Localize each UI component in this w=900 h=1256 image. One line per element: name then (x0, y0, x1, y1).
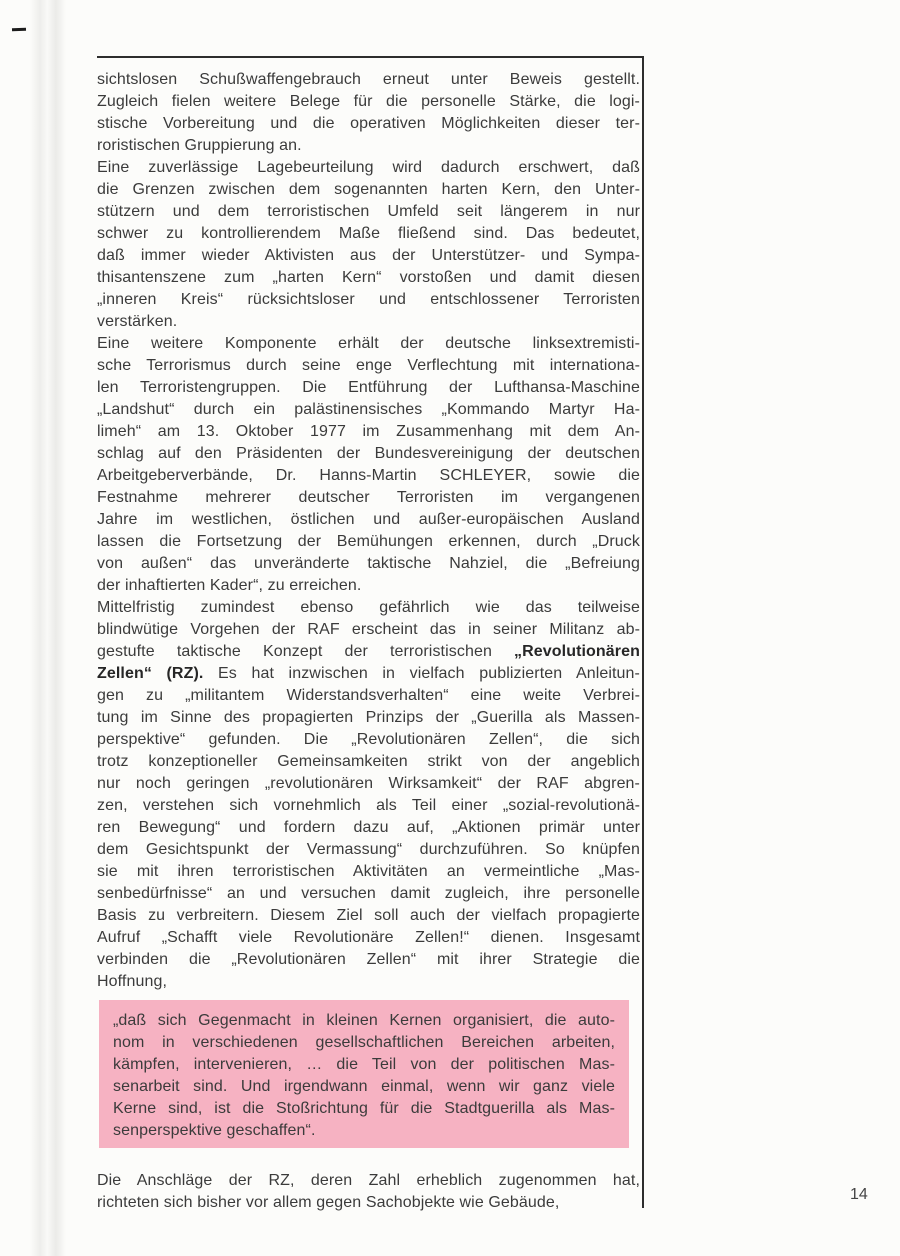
text-line: verstärken. (97, 313, 178, 330)
text-line: roristischen Gruppierung an. (97, 137, 302, 154)
text-line: sche Terrorismus durch seine enge Verflechtung mit internationa- (97, 357, 640, 374)
text-line: Basis zu verbreitern. Diesem Ziel soll auch der vielfach propagierte (97, 907, 640, 924)
text-line: dem Gesichtspunkt der Vermassung“ durchzuführen. So knüpfen (97, 841, 640, 858)
text-line: nur noch geringen „revolutionären Wirksamkeit“ der RAF abgren- (97, 775, 640, 792)
text-line: Die Anschläge der RZ, deren Zahl erheblich zugenommen hat, (97, 1172, 640, 1189)
text-line: senperspektive geschaffen“. (113, 1122, 316, 1139)
text-line: lassen die Fortsetzung der Bemühungen erkennen, durch „Druck (97, 533, 640, 550)
text-line: Eine weitere Komponente erhält der deutsche linksextremisti- (97, 335, 640, 352)
text-line: „Landshut“ durch ein palästinensisches „Kommando Martyr Ha- (97, 401, 640, 418)
corner-mark (12, 28, 26, 31)
text-line: Arbeitgeberverbände, Dr. Hanns-Martin SCHLEYER, sowie die (97, 467, 640, 484)
text-line: gestufte taktische Konzept der terroristischen „Revolutionären (97, 643, 640, 660)
text-line: sie mit ihren terroristischen Aktivitäten an vermeintliche „Mas- (97, 863, 640, 880)
text-line: thisantenszene zum „harten Kern“ vorstoßen und damit diesen (97, 269, 640, 286)
closing-paragraph (97, 1170, 640, 1214)
text-line: blindwütige Vorgehen der RAF erscheint das in seiner Militanz ab- (97, 621, 640, 638)
binding-shadow (30, 0, 66, 1256)
text-line: „inneren Kreis“ rücksichtsloser und entschlossener Terroristen (97, 291, 640, 308)
text-line: Zugleich fielen weitere Belege für die personelle Stärke, die logi- (97, 93, 640, 110)
page-number: 14 (850, 1186, 868, 1203)
text-line: senarbeit sind. Und irgendwann einmal, wenn wir ganz viele (113, 1078, 615, 1095)
text-line: sichtslosen Schußwaffengebrauch erneut unter Beweis gestellt. (97, 71, 640, 88)
text-line: senbedürfnisse“ an und versuchen damit zugleich, ihre personelle (97, 885, 640, 902)
text-line: der inhaftierten Kader“, zu erreichen. (97, 577, 362, 594)
text-line: die Grenzen zwischen dem sogenannten harten Kern, den Unter- (97, 181, 640, 198)
text-line: gen zu „militantem Widerstandsverhalten“ eine weite Verbrei- (97, 687, 640, 704)
text-line: Jahre im westlichen, östlichen und außer-europäischen Ausland (97, 511, 640, 528)
text-line: stützern und dem terroristischen Umfeld seit längerem in nur (97, 203, 640, 220)
text-line: perspektive“ gefunden. Die „Revolutionären Zellen“, die sich (97, 731, 640, 748)
text-line: schwer zu kontrollierendem Maße fließend sind. Das bedeutet, (97, 225, 640, 242)
text-line: trotz konzeptioneller Gemeinsamkeiten strikt von der angeblich (97, 753, 640, 770)
text-line: nom in verschiedenen gesellschaftlichen Bereichen arbeiten, (113, 1034, 615, 1051)
text-line: kämpfen, intervenieren, … die Teil von der politischen Mas- (113, 1056, 615, 1073)
text-line: „daß sich Gegenmacht in kleinen Kernen organisiert, die auto- (113, 1012, 615, 1029)
text-line: tung im Sinne des propagierten Prinzips der „Guerilla als Massen- (97, 709, 640, 726)
column-top-rule (97, 56, 644, 58)
text-line: Hoffnung, (97, 973, 167, 990)
column-right-rule (642, 56, 644, 1208)
body-text (97, 69, 640, 993)
text-line: schlag auf den Präsidenten der Bundesvereinigung der deutschen (97, 445, 640, 462)
text-line: ren Bewegung“ und fordern dazu auf, „Aktionen primär unter (97, 819, 640, 836)
text-line: stische Vorbereitung und die operativen Möglichkeiten dieser ter- (97, 115, 640, 132)
text-line: Eine zuverlässige Lagebeurteilung wird dadurch erschwert, daß (97, 159, 640, 176)
text-line: Zellen“ (RZ). Es hat inzwischen in vielfach publizierten Anleitun- (97, 665, 640, 682)
text-line: von außen“ das unveränderte taktische Nahziel, die „Befreiung (97, 555, 640, 572)
text-line: richteten sich bisher vor allem gegen Sachobjekte wie Gebäude, (97, 1194, 560, 1211)
text-line: Festnahme mehrerer deutscher Terroristen im vergangenen (97, 489, 640, 506)
text-line: verbinden die „Revolutionären Zellen“ mit ihrer Strategie die (97, 951, 640, 968)
text-line: len Terroristengruppen. Die Entführung der Lufthansa-Maschine (97, 379, 640, 396)
text-line: limeh“ am 13. Oktober 1977 im Zusammenhang mit dem An- (97, 423, 640, 440)
text-line: zen, verstehen sich vornehmlich als Teil einer „sozial-revolutionä- (97, 797, 640, 814)
text-line: Kerne sind, ist die Stoßrichtung für die Stadtguerilla als Mas- (113, 1100, 615, 1117)
text-line: Aufruf „Schafft viele Revolutionäre Zellen!“ dienen. Insgesamt (97, 929, 640, 946)
text-line: daß immer wieder Aktivisten aus der Unterstützer- und Sympa- (97, 247, 640, 264)
quote-highlight-box (99, 1000, 629, 1148)
text-line: Mittelfristig zumindest ebenso gefährlich wie das teilweise (97, 599, 640, 616)
